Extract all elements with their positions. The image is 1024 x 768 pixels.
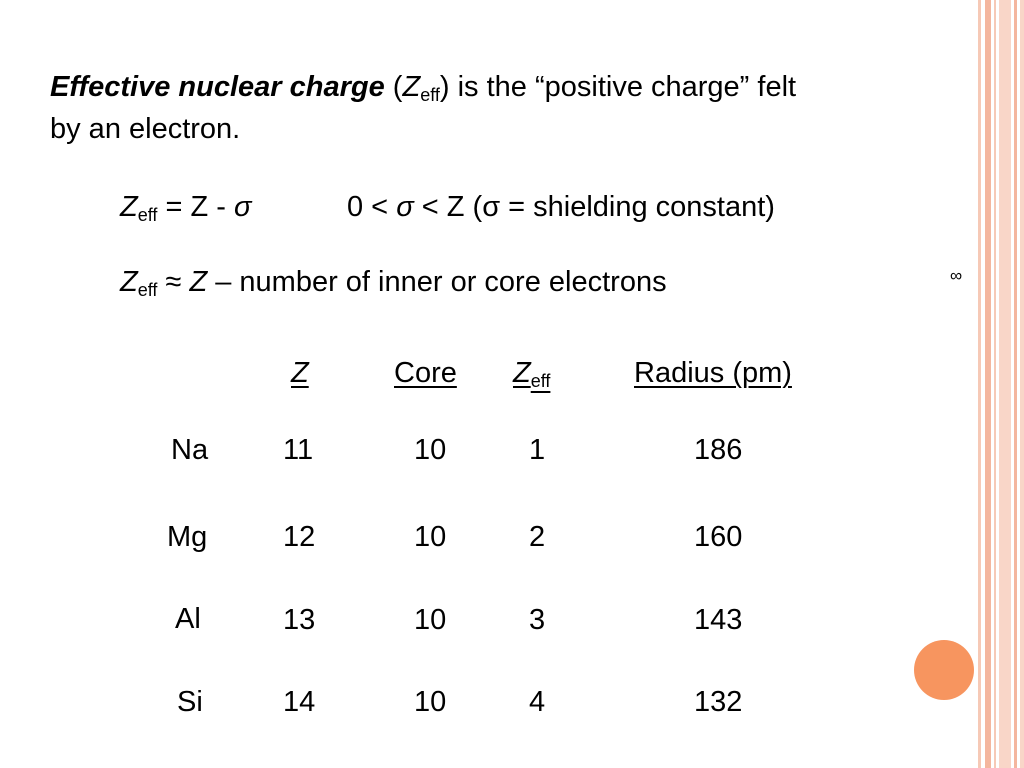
header-radius-label: Radius (pm) [634, 357, 792, 389]
header-radius [634, 356, 792, 390]
cell-radius: 160 [694, 521, 743, 553]
decorative-stripe [994, 0, 996, 768]
intro-rest: ) is the “positive charge” felt [439, 71, 797, 103]
decorative-stripe [999, 0, 1011, 768]
cell-zeff: 4 [529, 686, 546, 718]
decorative-stripe [985, 0, 991, 768]
header-zeff-subscript: eff [530, 371, 551, 391]
cell-element: Mg [167, 521, 208, 553]
cell-z: 12 [283, 521, 316, 553]
eq1-rhs: = Z - [165, 191, 226, 223]
equation-zeff-approximation [120, 265, 667, 307]
cell-core: 10 [414, 604, 447, 636]
eq2-approx: ≈ [165, 266, 182, 298]
eq1-range-left: 0 < [347, 191, 389, 223]
intro-z-symbol: Z [402, 71, 421, 103]
eq2-z-symbol: Z [120, 266, 138, 298]
header-core-label: Core [394, 357, 457, 389]
cell-radius: 186 [694, 434, 743, 466]
cell-element: Na [171, 434, 209, 466]
cell-z: 14 [283, 686, 316, 718]
infinity-symbol: ∞ [950, 266, 963, 285]
cell-radius: 132 [694, 686, 743, 718]
header-zeff-symbol: Z [513, 357, 531, 389]
header-zeff [513, 356, 550, 398]
eq1-range-sigma: σ [396, 191, 414, 223]
cell-core: 10 [414, 686, 447, 718]
decorative-stripe [1014, 0, 1017, 768]
header-z-label: Z [291, 357, 309, 389]
equation-zeff-definition [120, 190, 251, 232]
cell-core: 10 [414, 521, 447, 553]
cell-z: 11 [283, 434, 314, 466]
cell-z: 13 [283, 604, 316, 636]
intro-line-1 [50, 70, 796, 112]
eq1-range-right: < Z [421, 191, 465, 223]
eq2-z-subscript: eff [137, 280, 158, 300]
cell-core: 10 [414, 434, 447, 466]
cell-radius: 143 [694, 604, 743, 636]
header-core [394, 356, 457, 390]
decorative-stripe [1020, 0, 1024, 768]
eq1-z-subscript: eff [137, 205, 158, 225]
eq1-note: (σ = shielding constant) [472, 191, 775, 223]
eq2-z-again: Z [189, 266, 208, 298]
intro-line-2: by an electron. [50, 113, 241, 145]
cell-zeff: 2 [529, 521, 546, 553]
cell-zeff: 3 [529, 604, 546, 636]
intro-z-subscript: eff [420, 85, 440, 105]
header-z [291, 356, 309, 390]
intro-term: Effective nuclear charge [50, 71, 385, 103]
intro-open-paren: ( [392, 71, 403, 103]
decorative-orange-circle [914, 640, 974, 700]
cell-element: Si [177, 686, 203, 718]
eq2-rest: – number of inner or core electrons [215, 266, 667, 298]
eq1-z-symbol: Z [120, 191, 138, 223]
eq1-sigma: σ [233, 191, 252, 223]
cell-element: Al [175, 603, 201, 635]
equation-sigma-range [347, 190, 775, 224]
decorative-stripe [978, 0, 981, 768]
cell-zeff: 1 [529, 434, 546, 466]
